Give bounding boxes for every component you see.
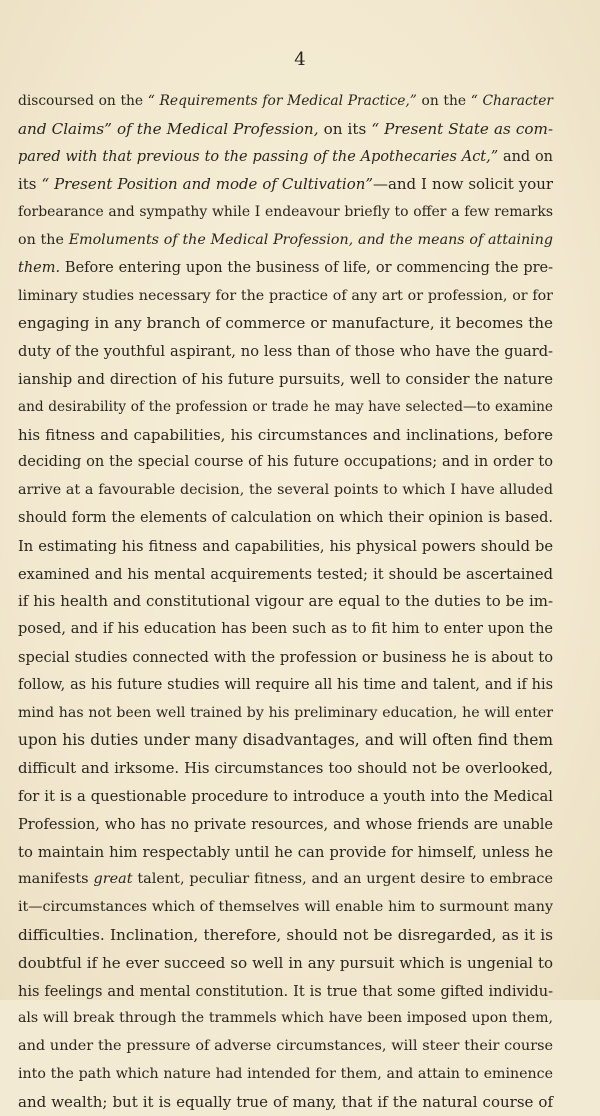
text-line [18, 1033, 553, 1061]
text-segment: difficult and irksome. His circumstances too should not be overlooked, [18, 759, 553, 778]
text-line [18, 366, 553, 394]
text-line [18, 422, 553, 450]
text-segment: and on [498, 148, 553, 165]
italic-text-segment: “ Present Position and mode of Cultivation” [41, 175, 373, 194]
text-segment: on the [416, 93, 471, 109]
text-line [18, 866, 553, 894]
text-line [18, 88, 553, 116]
text-line [18, 227, 553, 255]
text-segment: his feelings and mental constitution. It is true that some gifted individu- [18, 982, 553, 1000]
text-segment: special studies connected with the profession or business he is about to [18, 648, 553, 666]
text-line [18, 255, 553, 283]
text-line [18, 449, 553, 477]
text-segment: to maintain him respectably until he can provide for himself, unless he [18, 843, 553, 861]
text-segment: should form the elements of calculation on which their opinion is based. [18, 509, 553, 526]
text-segment: upon his duties under many disadvantages, and will often find them [18, 731, 553, 750]
text-line [18, 338, 553, 366]
text-line [18, 116, 553, 144]
text-segment: and under the pressure of adverse circumstances, will steer their course [18, 1038, 553, 1055]
text-segment: it—circumstances which of themselves will enable him to surmount many [18, 899, 553, 916]
text-segment: duty of the youthful aspirant, no less than of those who have the guard- [18, 343, 553, 361]
italic-text-segment: pared with that previous to the passing of the Apothecaries Act,” [18, 148, 499, 165]
text-line [18, 394, 553, 422]
text-line [18, 727, 553, 755]
text-segment: and desirability of the profession or trade he may have selected—to examine [18, 398, 553, 415]
text-segment: manifests [18, 871, 94, 888]
text-line [18, 616, 553, 644]
text-line [18, 839, 553, 867]
text-segment: for it is a questionable procedure to introduce a youth into the Medical [18, 787, 553, 805]
text-segment: examined and his mental acquirements tested; it should be ascertained [18, 565, 553, 583]
text-line [18, 672, 553, 700]
text-line [18, 950, 553, 978]
text-segment: —and I now solicit your [372, 175, 554, 194]
text-line [18, 755, 553, 783]
text-segment: on its [318, 119, 372, 138]
text-segment: deciding on the special course of his future occupations; and in order to [18, 454, 553, 471]
text-line [18, 144, 553, 172]
italic-text-segment: Emoluments of the Medical Profession, and the means of attaining [68, 231, 553, 248]
page-number: 4 [294, 49, 306, 70]
text-segment: als will break through the trammels which have been imposed upon them, [18, 1010, 553, 1027]
text-line [18, 700, 553, 728]
text-line [18, 283, 553, 311]
text-line [18, 894, 553, 922]
text-line [18, 561, 553, 589]
italic-text-segment: “ Requirements for Medical Practice,” [147, 93, 417, 109]
text-segment: arrive at a favourable decision, the several points to which I have alluded [18, 482, 553, 499]
italic-text-segment: them. [18, 259, 61, 276]
text-line [18, 171, 553, 199]
text-line [18, 310, 553, 338]
text-segment: his fitness and capabilities, his circumstances and inclinations, before [18, 425, 553, 444]
text-segment: its [18, 175, 42, 194]
text-segment: forbearance and sympathy while I endeavour briefly to offer a few remarks [18, 204, 553, 221]
text-segment: engaging in any branch of commerce or manufacture, it becomes the [18, 314, 553, 333]
text-segment: into the path which nature had intended for them, and attain to eminence [18, 1065, 553, 1082]
text-segment: Profession, who has no private resources, and whose friends are unable [18, 815, 553, 833]
text-segment: liminary studies necessary for the practice of any art or profession, or for [18, 287, 553, 304]
text-line [18, 1005, 553, 1033]
text-segment: difficulties. Inclination, therefore, should not be disregarded, as it is [18, 925, 553, 944]
italic-text-segment: of the Medical Profession, [116, 119, 319, 138]
text-line [18, 199, 553, 227]
text-line [18, 1061, 553, 1089]
text-line [18, 588, 553, 616]
text-segment: doubtful if he ever succeed so well in any pursuit which is ungenial to [18, 953, 553, 972]
text-line [18, 978, 553, 1006]
text-line [18, 1089, 553, 1116]
text-segment: if his health and constitutional vigour are equal to the duties to be im- [18, 592, 553, 611]
text-line [18, 644, 553, 672]
text-segment: on the [18, 231, 69, 248]
text-line [18, 922, 553, 950]
text-segment: ianship and direction of his future pursuits, well to consider the nature [18, 370, 553, 388]
italic-text-segment: “ Present State as com- [371, 119, 553, 138]
text-segment: discoursed on the [18, 93, 148, 109]
text-segment: follow, as his future studies will require all his time and talent, and if his [18, 676, 553, 693]
text-line [18, 811, 553, 839]
text-segment: In estimating his fitness and capabilities, his physical powers should be [18, 537, 553, 555]
text-segment: posed, and if his education has been such as to fit him to enter upon the [18, 621, 553, 638]
text-segment: mind has not been well trained by his preliminary education, he will enter [18, 704, 553, 721]
text-line [18, 477, 553, 505]
italic-text-segment: “ Character [470, 93, 553, 109]
text-line [18, 505, 553, 533]
text-segment: and wealth; but it is equally true of many, that if the natural course of [18, 1092, 553, 1111]
italic-text-segment: and Claims” [18, 119, 112, 138]
text-segment: Before entering upon the business of life, or commencing the pre- [60, 259, 553, 276]
italic-text-segment: great [93, 871, 133, 888]
text-segment: talent, peculiar fitness, and an urgent desire to embrace [132, 871, 554, 888]
text-line [18, 533, 553, 561]
body-text [18, 88, 553, 1116]
text-line [18, 783, 553, 811]
